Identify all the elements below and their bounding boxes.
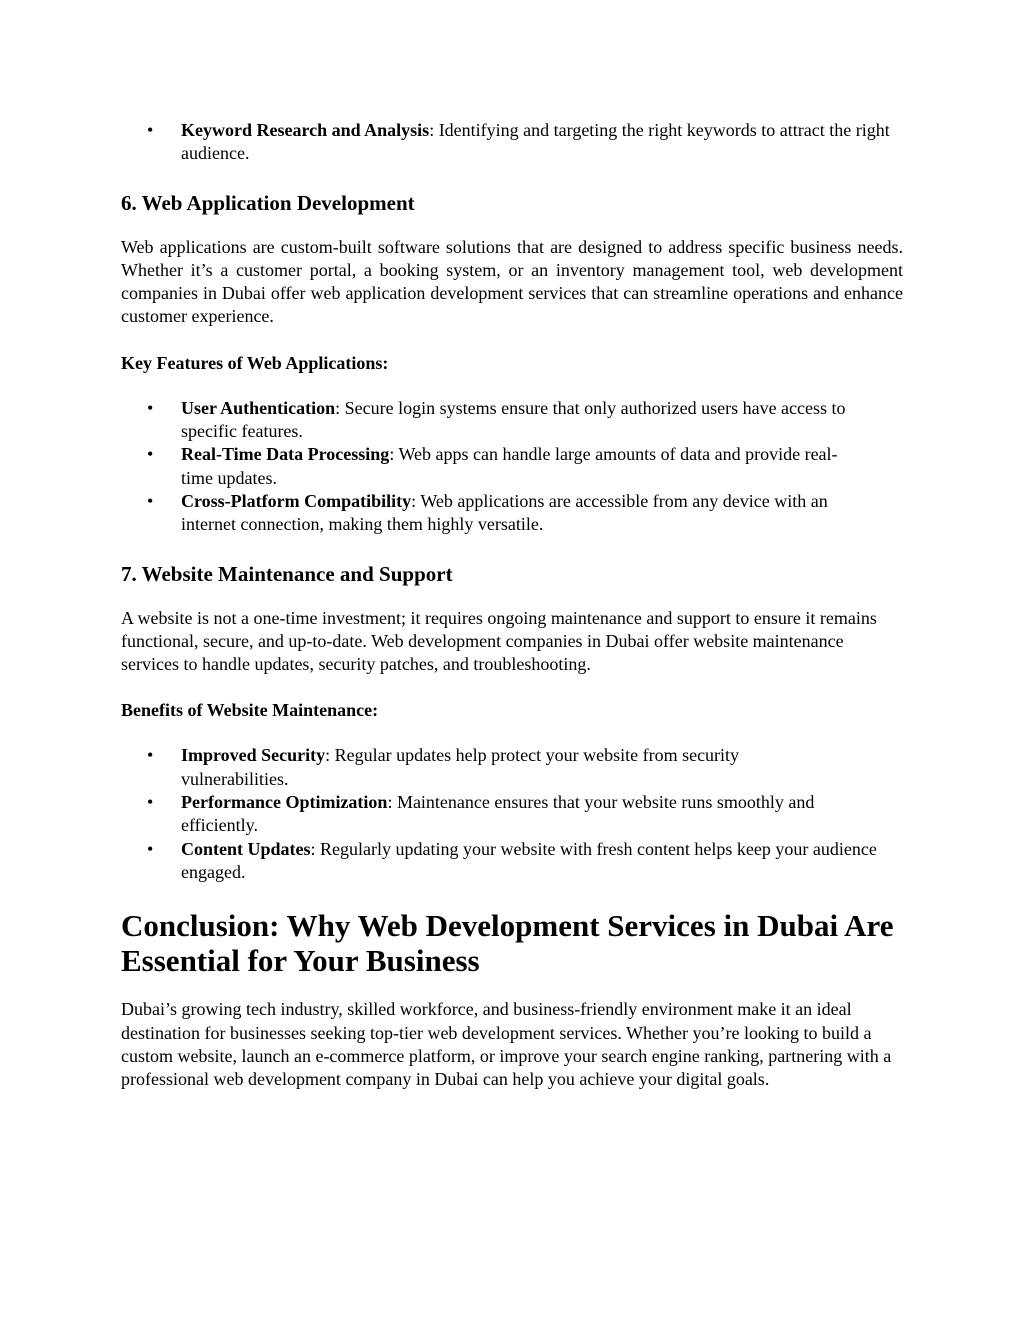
benefits-heading: Benefits of Website Maintenance:: [121, 700, 379, 721]
list-item: [121, 490, 903, 537]
list-item: [121, 744, 903, 791]
list-item-term: Cross-Platform Compatibility: [181, 490, 412, 511]
list-item: [121, 443, 903, 490]
list-item-term: Performance Optimization: [181, 792, 388, 813]
list-item: [121, 119, 903, 166]
list-item-desc: : Web apps can handle large amounts of data and provide real-time updates.: [181, 444, 838, 488]
list-item-term: Keyword Research and Analysis: [181, 120, 430, 140]
list-item-desc: : Regular updates help protect your website from security vulnerabilities.: [181, 745, 740, 789]
benefits-list: [121, 744, 903, 884]
section-7-paragraph: A website is not a one-time investment; it requires ongoing maintenance and support to ensure it remains functional, secure, and up-to-date. Web development companies in Dubai offer website maintenance services to handle updates, security patches, and troubleshooting.: [121, 607, 877, 675]
list-item: [121, 397, 903, 444]
section-heading-6: 6. Web Application Development: [121, 190, 415, 215]
bullet-icon: •: [147, 444, 154, 465]
list-item-term: User Authentication: [181, 397, 336, 418]
bullet-icon: •: [147, 838, 154, 859]
list-item-term: Content Updates: [181, 838, 311, 859]
bullet-icon: •: [147, 745, 154, 766]
list-item-desc: : Identifying and targeting the right keywords to attract the right audience.: [181, 120, 890, 164]
conclusion-heading: Conclusion: Why Web Development Services in Dubai Are Essential for Your Business: [121, 908, 894, 979]
list-item: [121, 838, 903, 885]
features-list: [121, 397, 903, 537]
section-6-paragraph: Web applications are custom-built software solutions that are designed to address specific business needs. Whether it’s a customer portal, a booking system, or an inventory management tool, web development companies in Dubai offer web application development services that can streamline operations and enhance customer experience.: [121, 236, 903, 327]
list-item-term: Improved Security: [181, 745, 326, 766]
intro-bullet-list: [121, 119, 903, 166]
section-heading-7: 7. Website Maintenance and Support: [121, 561, 453, 586]
features-heading: Key Features of Web Applications:: [121, 352, 389, 373]
conclusion-paragraph: Dubai’s growing tech industry, skilled workforce, and business-friendly environment make it an ideal destination for businesses seeking top-tier web development services. Whether you’re looking to build a custom website, launch an e-commerce platform, or improve your search engine ranking, partnering with a professional web development company in Dubai can help you achieve your digital goals.: [121, 999, 892, 1090]
list-item-desc: : Web applications are accessible from any device with an internet connection, making them highly versatile.: [181, 490, 828, 535]
list-item-term: Real-Time Data Processing: [181, 444, 390, 465]
bullet-icon: •: [147, 792, 154, 813]
list-item-desc: : Regularly updating your website with fresh content helps keep your audience engaged.: [181, 838, 877, 882]
bullet-icon: •: [147, 490, 154, 511]
list-item: [121, 791, 903, 838]
bullet-icon: •: [147, 397, 154, 418]
list-item-desc: : Secure login systems ensure that only authorized users have access to specific features.: [181, 397, 846, 442]
list-item-desc: : Maintenance ensures that your website runs smoothly and efficiently.: [181, 792, 815, 836]
bullet-icon: •: [147, 120, 154, 140]
